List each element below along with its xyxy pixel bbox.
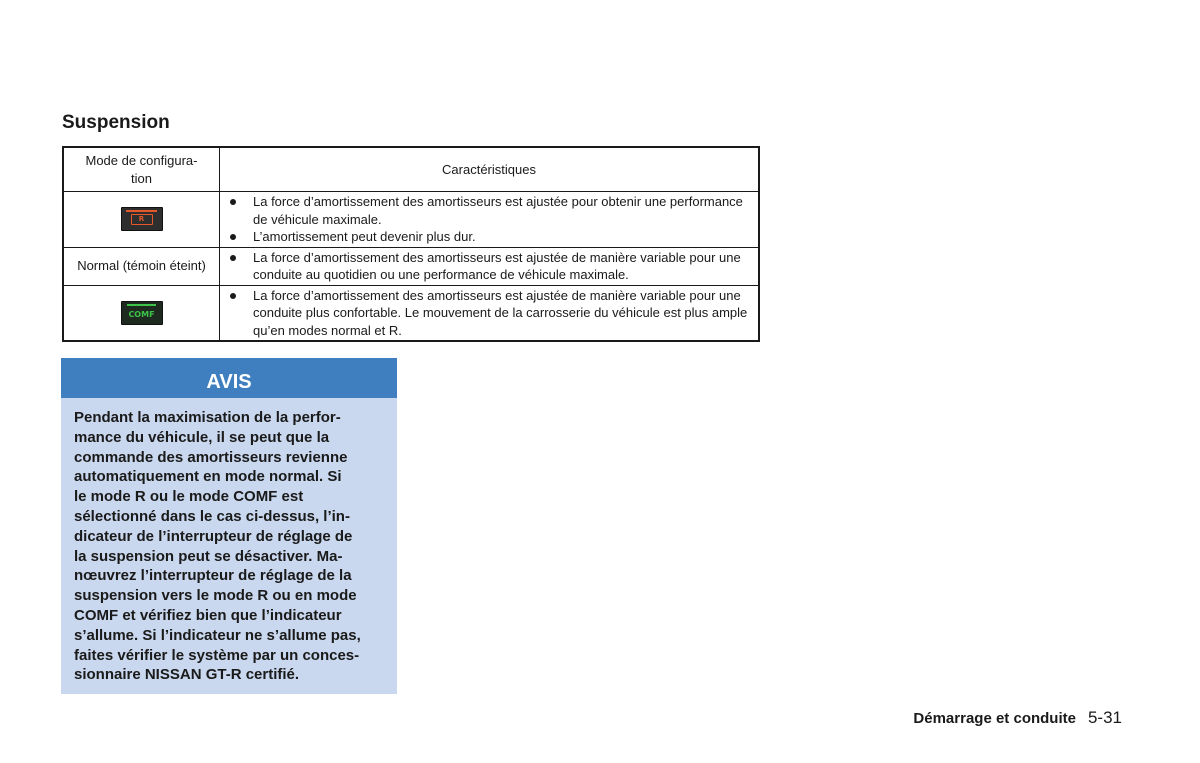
suspension-table bbox=[62, 146, 760, 342]
notice-box bbox=[61, 358, 397, 694]
header-characteristics: Caractéristiques bbox=[220, 147, 760, 192]
mode-cell: Normal (témoin éteint) bbox=[63, 247, 220, 285]
table-row bbox=[63, 285, 759, 341]
bullet-item: L’amortissement peut devenir plus dur. bbox=[224, 228, 754, 246]
page-footer bbox=[0, 708, 1122, 728]
indicator-label: R bbox=[131, 214, 153, 225]
r-mode-indicator-icon bbox=[121, 207, 163, 231]
indicator-label: COMF bbox=[128, 309, 155, 319]
characteristics-cell bbox=[220, 247, 760, 285]
table-row bbox=[63, 192, 759, 248]
section-title: Suspension bbox=[62, 112, 170, 133]
characteristics-cell bbox=[220, 192, 760, 248]
bullet-item: La force d’amortissement des amortisseurs est ajustée pour obtenir une performance de véhicule maximale. bbox=[224, 193, 754, 228]
mode-cell bbox=[63, 285, 220, 341]
notice-title: AVIS bbox=[61, 358, 397, 398]
table-row bbox=[63, 247, 759, 285]
bullet-item: La force d’amortissement des amortisseurs est ajustée de manière variable pour une conduite au quotidien ou une performance de véhicule maximale. bbox=[224, 249, 754, 284]
notice-body: Pendant la maximisation de la perfor- mance du véhicule, il se peut que la commande des amortisseurs revienne automatiquement en mode normal. Si le mode R ou le mode COMF est sélectionné dans le cas ci-dessus, l’in- dicateur de l’interrupteur de réglage de la suspension peut se désactiver. Ma- nœuvrez l’interrupteur de réglage de la suspension vers le mode R ou en mode COMF et vérifiez bien que l’indicateur s’allume. Si l’indicateur ne s’allume pas, faites vérifier le système par un conces- sionnaire NISSAN GT-R certifié. bbox=[74, 409, 361, 684]
bullet-item: La force d’amortissement des amortisseurs est ajustée de manière variable pour une conduite plus confortable. Le mouvement de la carrosserie du véhicule est plus ample qu’en modes normal et R. bbox=[224, 287, 754, 340]
mode-cell bbox=[63, 192, 220, 248]
comf-mode-indicator-icon bbox=[121, 301, 163, 325]
footer-section-name: Démarrage et conduite bbox=[913, 710, 1076, 727]
characteristics-cell bbox=[220, 285, 760, 341]
header-mode: Mode de configura- tion bbox=[63, 147, 220, 192]
page-number: 5-31 bbox=[1087, 708, 1122, 727]
table-header-row bbox=[63, 147, 759, 192]
